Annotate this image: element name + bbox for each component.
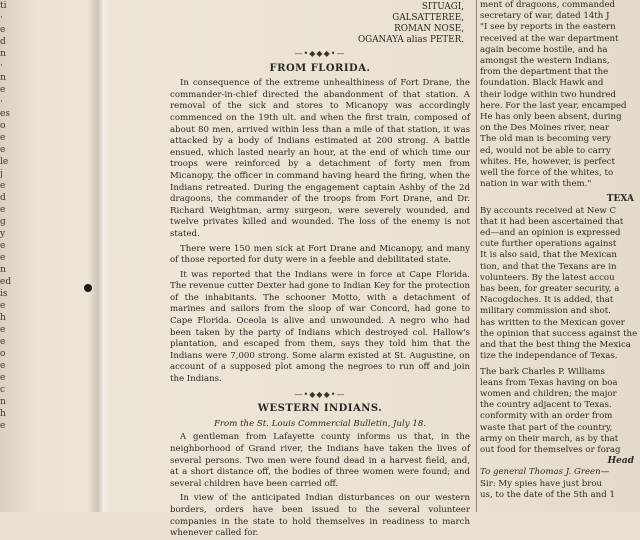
right-text-line: It is also said, that the Mexican <box>480 250 617 261</box>
left-text-fragment: e <box>0 421 6 431</box>
column-rule <box>476 0 477 512</box>
right-text-line: their lodge within two hundred <box>480 89 617 100</box>
western-paragraph: A gentleman from Lafayette county informs us that, in the neighborhood of Grand river, the Indians have taken the lives of several persons. Two men were found dead in a harvest field, and, at a short distance off, the bodies of three women were found; and several children have been carried off. <box>170 432 470 489</box>
right-final-block <box>480 479 640 501</box>
right-text-line: foundation. Black Hawk and <box>480 78 604 89</box>
left-text-fragment: n <box>0 73 6 83</box>
right-text-line: that it had been ascertained that <box>480 216 624 227</box>
head-subheading: Head <box>607 456 634 467</box>
right-text-line: well the force of the whites, to <box>480 168 614 179</box>
right-top-block <box>480 0 640 190</box>
right-text-line: on the Des Moines river, near <box>480 123 610 134</box>
florida-paragraph: It was reported that the Indians were in force at Cape Florida. The revenue cutter Dexter had gone to Indian Key for the protection of the inhabitants. The schooner Motto, with a detachment of marines and sailors from the sloop of war Concord, had gone to Cape Florida. Oceola is alive and unwounded. A negro who had been taken by the party of Indians which destroyed col. Hallow's plantation, and escaped from them, says they told him that the Indians were 7,000 strong. Some alarm existed at St. Augustine, on account of a supposed plot among the negroes to run off and join the Indians. <box>170 269 470 385</box>
signer-name: SITUAGI, <box>421 2 464 12</box>
right-text-line: By accounts received at New C <box>480 205 617 216</box>
florida-heading: FROM FLORIDA. <box>269 62 371 74</box>
right-text-line: here. For the last year, encamped <box>480 100 627 111</box>
left-text-fragment: · <box>0 97 3 107</box>
left-text-fragment: e <box>0 253 6 263</box>
right-text-line: ed, would not be able to carry <box>480 145 611 156</box>
right-column-fragment <box>480 0 640 512</box>
right-mid-block <box>480 206 640 363</box>
left-text-fragment: d <box>0 37 6 47</box>
right-text-line: military commission and shot. <box>480 306 611 317</box>
left-text-fragment: · <box>0 61 3 71</box>
right-text-line: secretary of war, dated 14th J <box>480 11 610 22</box>
left-text-fragment: ti <box>0 1 7 11</box>
page-fold-shadow <box>88 0 110 512</box>
right-low-block <box>480 367 640 457</box>
right-text-line: army on their march, as by that <box>480 433 619 444</box>
right-text-line: again become hostile, and ha <box>480 44 608 55</box>
left-text-fragment: e <box>0 205 6 215</box>
left-text-fragment: h <box>0 313 6 323</box>
left-text-fragment: n <box>0 49 6 59</box>
right-text-line: tize the independance of Texas. <box>480 351 618 362</box>
right-text-line: He has only been absent, during <box>480 112 622 123</box>
florida-paragraph: There were 150 men sick at Fort Drane and Micanopy, and many of those reported for duty were in a feeble and debilitated state. <box>170 243 470 266</box>
left-text-fragment: e <box>0 301 6 311</box>
to-general-line: To general Thomas J. Green— <box>480 467 610 478</box>
right-text-line: women and children; the major <box>480 388 617 399</box>
signer-name: ROMAN NOSE, <box>394 24 464 34</box>
center-column <box>170 0 470 539</box>
right-text-line: tion, and that the Texans are in <box>480 261 617 272</box>
western-heading: WESTERN INDIANS. <box>257 403 383 415</box>
right-text-line: "I see by reports in the eastern <box>480 22 616 33</box>
left-text-fragment: o <box>0 349 6 359</box>
left-text-fragment: ed <box>0 277 12 287</box>
left-text-fragment: e <box>0 337 6 347</box>
left-text-fragment: h <box>0 409 6 419</box>
left-text-fragment: le <box>0 157 9 167</box>
right-text-line: whites. He, however, is perfect <box>480 156 615 167</box>
left-text-fragment: n <box>0 265 6 275</box>
right-text-line: has been, for greater security, a <box>480 284 620 295</box>
western-paragraph: In view of the anticipated Indian disturbances on our western borders, orders have been issued to the several volunteer companies in the state to hold themselves in readiness to march whenever called for. <box>170 493 470 539</box>
left-text-fragment: e <box>0 85 6 95</box>
right-text-line: amongst the western Indians, <box>480 56 610 67</box>
left-text-fragment: e <box>0 133 6 143</box>
treaty-signers <box>170 2 464 46</box>
right-text-line: waste that part of the country, <box>480 422 613 433</box>
left-text-fragment: e <box>0 241 6 251</box>
left-text-fragment: is <box>0 289 8 299</box>
left-text-fragment: es <box>0 109 10 119</box>
left-text-fragment: n <box>0 397 6 407</box>
right-text-line: ment of dragoons, commanded <box>480 0 616 10</box>
right-text-line: The old man is becoming very <box>480 134 611 145</box>
right-text-line: Sir: My spies have just brou <box>480 478 603 489</box>
left-text-fragment: y <box>0 229 6 239</box>
texas-heading: TEXA <box>606 194 634 205</box>
left-text-fragment: e <box>0 181 6 191</box>
left-text-fragment: g <box>0 217 6 227</box>
right-text-line: the country adjacent to Texas. <box>480 400 612 411</box>
right-text-line: us, to the date of the 5th and 1 <box>480 489 615 500</box>
signer-name: OGANAYA alias PETER. <box>357 35 464 45</box>
right-text-line: Nacogdoches. It is added, that <box>480 295 614 306</box>
ornament-divider: —•◆◆◆•— <box>294 389 346 399</box>
left-text-fragment: e <box>0 373 6 383</box>
right-text-line: has written to the Mexican gover <box>480 317 625 328</box>
paper-hole <box>84 284 92 292</box>
right-text-line: volunteers. By the latest accou <box>480 272 615 283</box>
left-text-fragment: d <box>0 193 6 203</box>
right-text-line: cute further operations against <box>480 239 617 250</box>
right-text-line: nation in war with them." <box>480 179 592 190</box>
left-text-fragment: j <box>0 169 3 179</box>
left-text-fragment: · <box>0 13 3 23</box>
right-text-line: leans from Texas having on boa <box>480 377 618 388</box>
right-text-line: from the department that the <box>480 67 609 78</box>
right-text-line: conformity with an order from <box>480 411 613 422</box>
left-text-fragment: e <box>0 145 6 155</box>
ornament-divider: —•◆◆◆•— <box>294 49 346 58</box>
right-text-line: and that the best thing the Mexica <box>480 340 631 351</box>
right-text-line: the opinion that success against the <box>480 328 638 339</box>
left-column-fragment <box>0 0 30 512</box>
left-text-fragment: e <box>0 25 6 35</box>
florida-paragraph: In consequence of the extreme unhealthiness of Fort Drane, the commander-in-chief directed the abandonment of that station. A removal of the sick and stores to Micanopy was accordingly commenced on the 19th ult. and when the first train, composed of about 80 men, arrived within less than a mile of that station, it was attacked by a body of Indians estimated at 200 strong. A battle ensued, which lasted nearly an hour, at the end of which time our troops were reinforced by a detachment of forty men from Micanopy, the officer in command having heard the firing, when the Indians retreated. During the engagement captain Ashby of the 2d dragoons, the commander of the troops from Fort Drane, and Dr. Richard Weightman, army surgeon, were severely wounded, and twelve privates killed and wounded. The loss of the enemy is not stated. <box>170 78 470 239</box>
right-text-line: received at the war department <box>480 33 619 44</box>
signer-name: GALSATTEREE, <box>392 13 464 23</box>
right-text-line: The bark Charles P. Williams <box>480 366 605 377</box>
left-text-fragment: e <box>0 325 6 335</box>
right-text-line: out food for themselves or forag <box>480 444 621 455</box>
left-text-fragment: c <box>0 385 6 395</box>
western-byline: From the St. Louis Commercial Bulletin, July 18. <box>213 418 427 429</box>
left-text-fragment: o <box>0 121 6 131</box>
right-text-line: ed—and an opinion is expressed <box>480 228 621 239</box>
left-text-fragment: e <box>0 361 6 371</box>
